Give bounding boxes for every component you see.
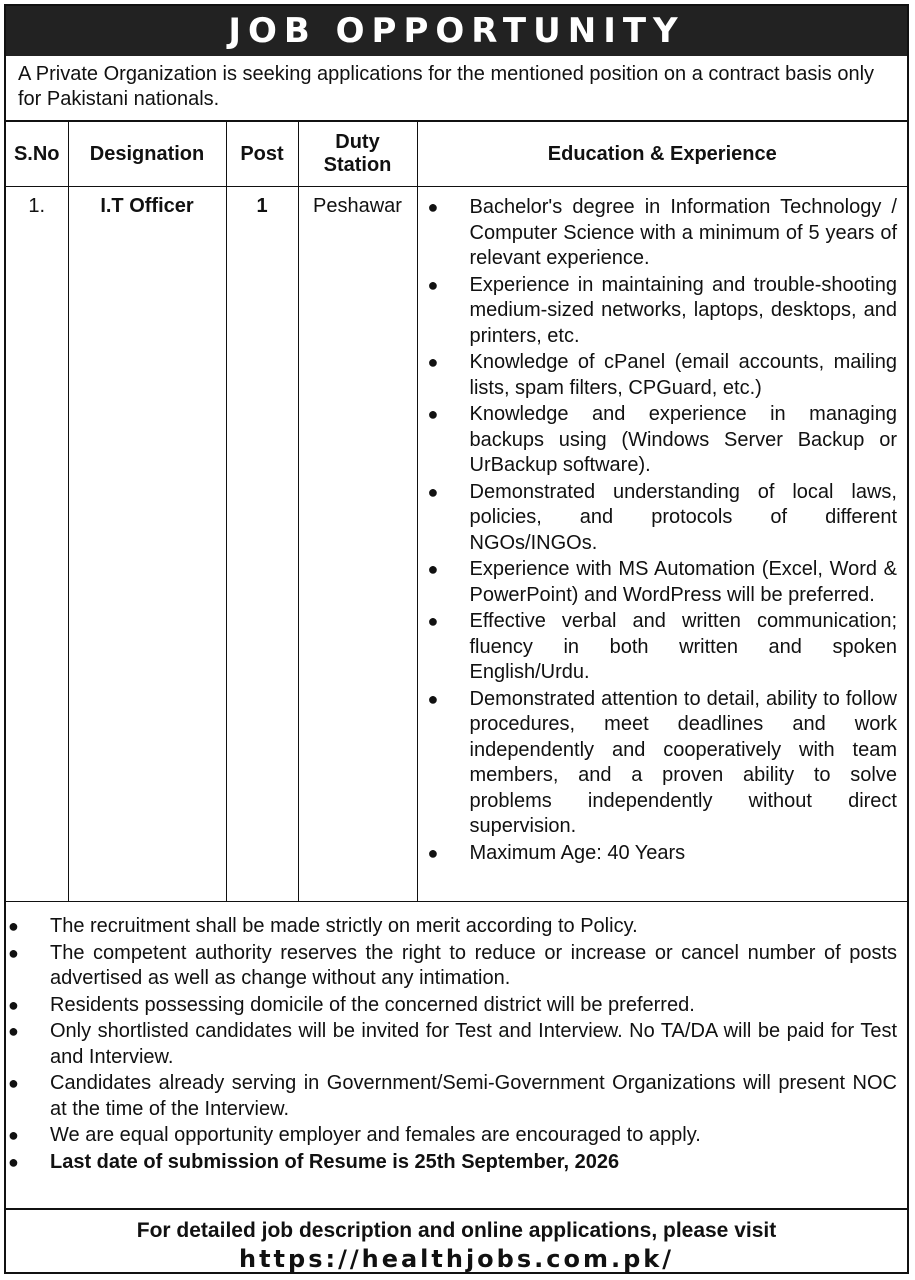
bullet-icon: ● [8, 942, 19, 963]
list-item [6, 941, 907, 992]
cell-duty-station: Peshawar [298, 187, 417, 902]
list-item-text: We are equal opportunity employer and females are encouraged to apply. [50, 1124, 701, 1146]
bullet-icon: ● [427, 274, 439, 295]
list-item-text: Effective verbal and written communication; fluency in both written and spoken English/Urdu. [469, 610, 897, 683]
list-item-text: Last date of submission of Resume is 25th September, 2026 [50, 1150, 620, 1173]
header-post: Post [226, 121, 298, 187]
bullet-icon: ● [427, 688, 439, 709]
list-item [426, 273, 898, 350]
table-header-row [6, 121, 907, 187]
cell-designation: I.T Officer [68, 187, 226, 902]
cell-education [417, 187, 907, 902]
list-item [426, 609, 898, 686]
list-item [6, 1071, 907, 1122]
footer [6, 1208, 907, 1278]
list-item-text: Experience with MS Automation (Excel, Word & PowerPoint) and WordPress will be preferred. [469, 558, 897, 606]
bullet-icon: ● [8, 1021, 19, 1041]
list-item [6, 993, 907, 1019]
list-item [426, 402, 898, 479]
requirements-list [426, 195, 898, 866]
bullet-icon: ● [427, 404, 439, 424]
bullet-icon: ● [427, 611, 439, 631]
bullet-icon: ● [8, 1151, 19, 1172]
bullet-icon: ● [8, 1125, 19, 1145]
page-title: JOB OPPORTUNITY [6, 6, 907, 56]
bullet-icon: ● [8, 994, 19, 1015]
footer-url[interactable]: https://healthjobs.com.pk/ [238, 1245, 674, 1273]
header-education: Education & Experience [417, 121, 907, 187]
list-item [6, 1123, 907, 1149]
list-item-text: Experience in maintaining and trouble-shooting medium-sized networks, laptops, desktops, and printers, etc. [469, 273, 897, 347]
list-item-text: Demonstrated understanding of local laws, policies, and protocols of different NGOs/INGOs. [469, 480, 897, 554]
positions-table [6, 120, 907, 902]
list-item-text: The recruitment shall be made strictly on merit according to Policy. [50, 915, 638, 937]
bullet-icon: ● [427, 197, 439, 217]
bullet-icon: ● [427, 559, 439, 579]
list-item-text: Knowledge and experience in managing backups using (Windows Server Backup or UrBackup software). [469, 403, 897, 476]
footer-text: For detailed job description and online applications, please visit [136, 1219, 777, 1242]
bullet-icon: ● [427, 842, 439, 863]
table-row [6, 187, 907, 902]
list-item-text: The competent authority reserves the right to reduce or increase or cancel number of posts advertised as well as change without any intimation. [50, 941, 897, 989]
list-item-text: Residents possessing domicile of the concerned district will be preferred. [50, 993, 695, 1016]
header-duty-station: Duty Station [298, 121, 417, 187]
list-item [426, 195, 898, 272]
list-item [426, 687, 898, 840]
bullet-icon: ● [427, 481, 439, 502]
list-item-text: Maximum Age: 40 Years [469, 841, 686, 864]
list-item [426, 841, 898, 867]
list-item-text: Knowledge of cPanel (email accounts, mailing lists, spam filters, CPGuard, etc.) [469, 351, 897, 399]
list-item [426, 557, 898, 608]
list-item [6, 1019, 907, 1070]
bullet-icon: ● [427, 352, 439, 372]
list-item-text: Candidates already serving in Government/Semi-Government Organizations will present NOC at the time of the Interview. [50, 1072, 897, 1120]
notes-list [6, 914, 907, 1176]
job-advertisement [4, 4, 909, 1274]
bullet-icon: ● [8, 916, 19, 936]
list-item [6, 914, 907, 940]
list-item-text: Bachelor's degree in Information Technology / Computer Science with a minimum of 5 years of relevant experience. [469, 196, 897, 269]
list-item [426, 350, 898, 401]
list-item [426, 480, 898, 557]
header-sno: S.No [6, 121, 68, 187]
intro-text: A Private Organization is seeking applications for the mentioned position on a contract basis only for Pakistani nationals. [18, 63, 875, 110]
header-designation: Designation [68, 121, 226, 187]
list-item [6, 1150, 907, 1176]
bullet-icon: ● [8, 1073, 19, 1093]
list-item-text: Only shortlisted candidates will be invited for Test and Interview. No TA/DA will be paid for Test and Interview. [50, 1020, 897, 1068]
cell-sno: 1. [6, 187, 68, 902]
cell-post: 1 [226, 187, 298, 902]
list-item-text: Demonstrated attention to detail, ability to follow procedures, meet deadlines and work independently and cooperatively with team members, and a proven ability to solve problems independently without direct supervision. [469, 687, 897, 837]
